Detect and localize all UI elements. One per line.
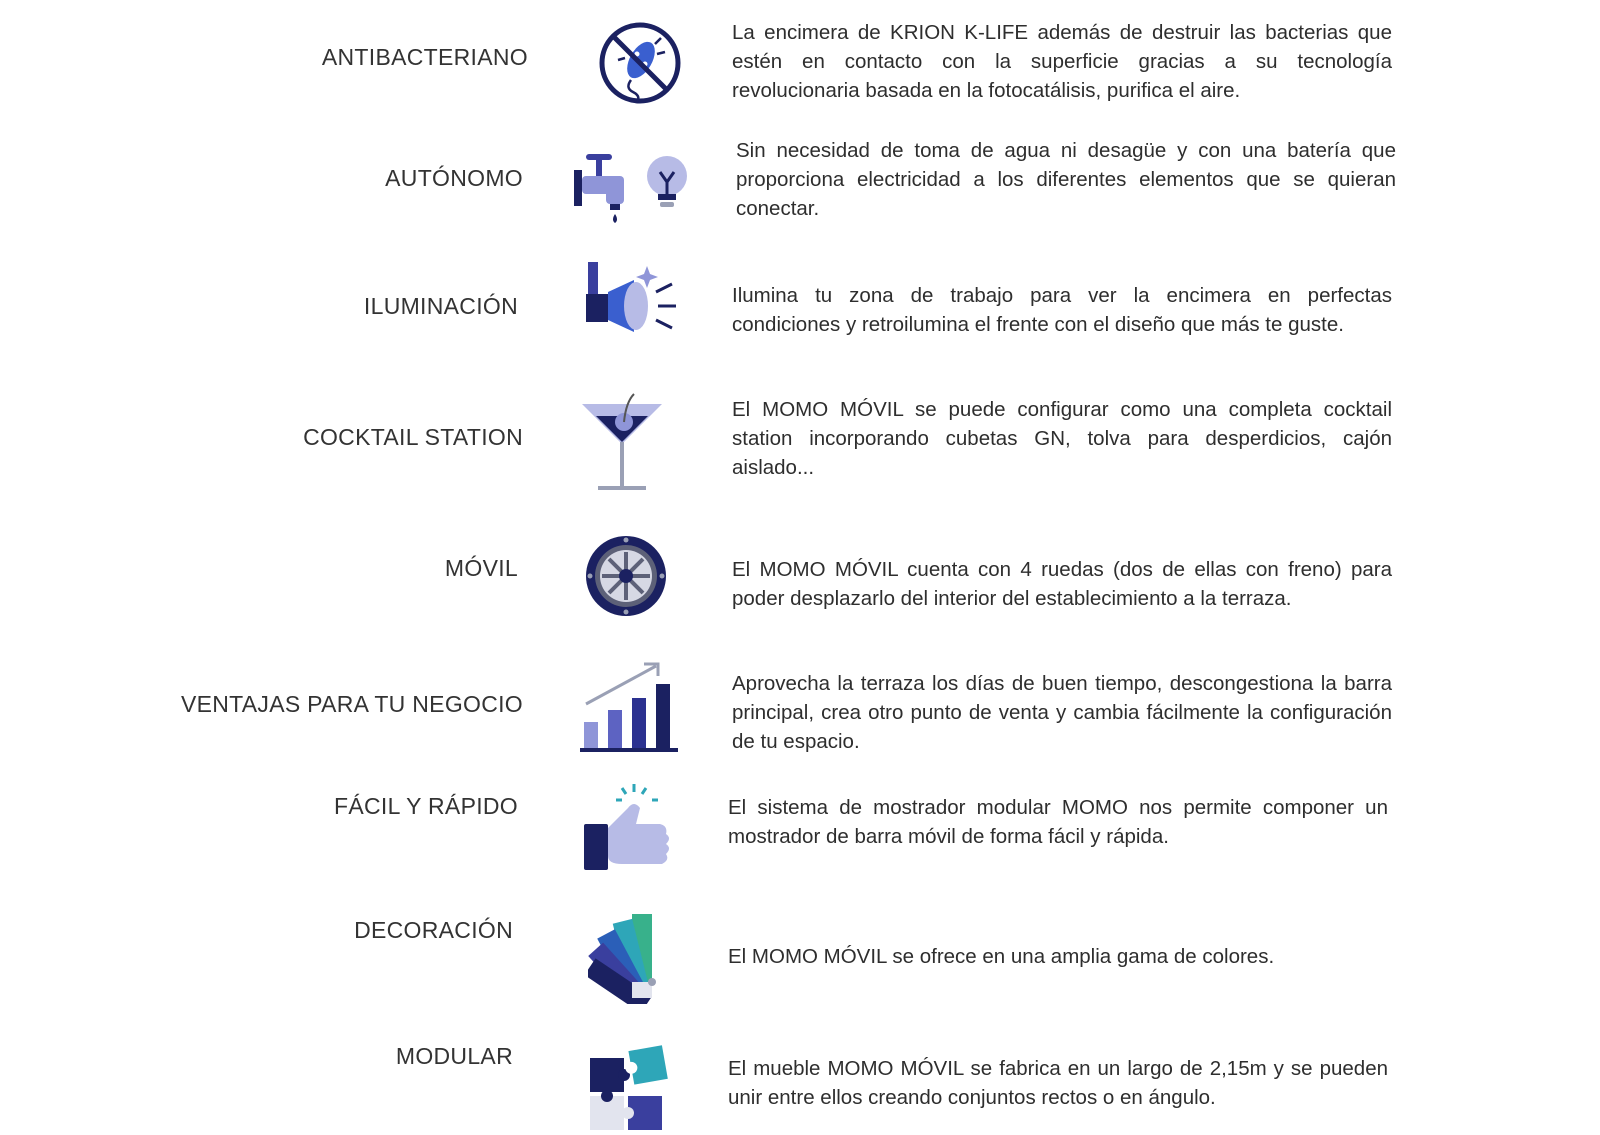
feature-description: El sistema de mostrador modular MOMO nos permite componer un mostrador de barra móvil de forma fácil y rápida. [728, 796, 1388, 848]
feature-description: Ilumina tu zona de trabajo para ver la encimera en perfectas condiciones y retroilumina el frente con el diseño que más te guste. [732, 284, 1392, 336]
puzzle-icon [588, 1044, 674, 1132]
feature-description: Aprovecha la terraza los días de buen tiempo, descongestiona la barra principal, crea otro punto de venta y cambia fácilmente la configuración de tu espacio. [732, 672, 1392, 753]
feature-label: FÁCIL Y RÁPIDO [334, 793, 518, 819]
feature-label: ANTIBACTERIANO [321, 44, 528, 70]
feature-label: MÓVIL [444, 555, 518, 581]
faucet-and-bulb-icon [572, 132, 702, 242]
feature-description: La encimera de KRION K-LIFE además de destruir las bacterias que estén en contacto con la superficie gracias a su tecnología revolucionaria basada en la fotocatálisis, purifica el aire. [732, 21, 1392, 102]
feature-label: MODULAR [395, 1043, 513, 1069]
spotlight-icon [586, 262, 696, 372]
feature-description: Sin necesidad de toma de agua ni desagüe y con una batería que proporciona electricidad a los diferentes elementos que se quieran conectar. [736, 139, 1396, 220]
antibacterial-icon [585, 8, 695, 118]
feature-label: DECORACIÓN [354, 917, 513, 943]
feature-description: El MOMO MÓVIL se ofrece en una amplia gama de colores. [728, 945, 1275, 968]
feature-label: COCKTAIL STATION [303, 424, 523, 450]
wheel-icon [584, 534, 668, 618]
cocktail-glass-icon [580, 392, 670, 502]
feature-description: El mueble MOMO MÓVIL se fabrica en un largo de 2,15m y se pueden unir entre ellos creando conjuntos rectos o en ángulo. [728, 1057, 1388, 1109]
thumbs-up-icon [582, 782, 674, 878]
feature-description: El MOMO MÓVIL cuenta con 4 ruedas (dos de ellas con freno) para poder desplazarlo del interior del establecimiento a la terraza. [732, 558, 1392, 610]
feature-description: El MOMO MÓVIL se puede configurar como una completa cocktail station incorporando cubetas GN, tolva para desperdicios, cajón aislado... [732, 398, 1392, 479]
growth-chart-icon [580, 660, 680, 756]
feature-label: ILUMINACIÓN [363, 293, 518, 319]
color-swatch-icon [588, 908, 672, 1004]
feature-label: VENTAJAS PARA TU NEGOCIO [180, 691, 523, 717]
feature-label: AUTÓNOMO [385, 165, 523, 191]
